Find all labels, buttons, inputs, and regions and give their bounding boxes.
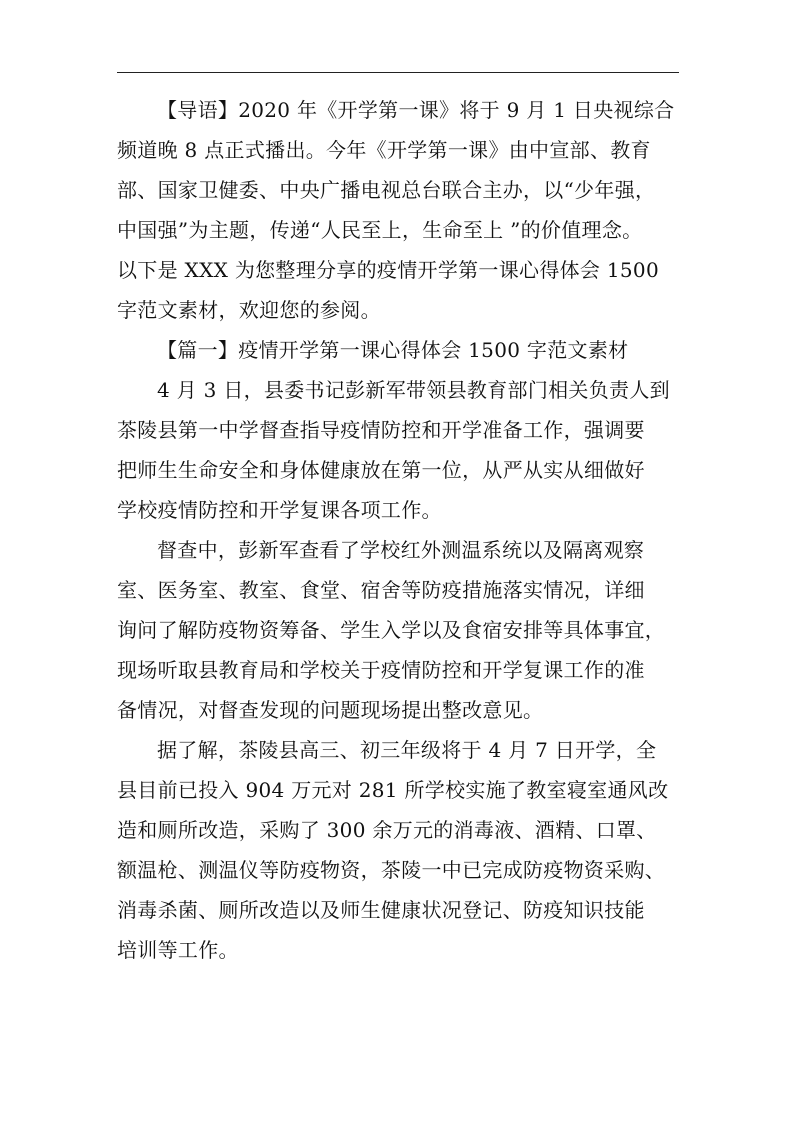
- paragraph-intro: [117, 90, 679, 330]
- text-line: 频道晚 8 点正式播出。今年《开学第一课》由中宣部、教育: [117, 138, 651, 162]
- text-line: 消毒杀菌、厕所改造以及师生健康状况登记、防疫知识技能: [117, 898, 645, 922]
- text-line: 把师生生命安全和身体健康放在第一位，从严从实从细做好: [117, 458, 645, 482]
- section-heading: [117, 330, 679, 370]
- text-line: 县目前已投入 904 万元对 281 所学校实施了教室寝室通风改: [117, 778, 669, 802]
- text-line: 备情况，对督查发现的问题现场提出整改意见。: [117, 698, 544, 722]
- paragraph-inspection-details: [117, 530, 679, 730]
- text-line: 督查中，彭新军查看了学校红外测温系统以及隔离观察: [157, 538, 645, 562]
- section-heading-text: 【篇一】疫情开学第一课心得体会 1500 字范文素材: [157, 338, 629, 362]
- text-line: 额温枪、测温仪等防疫物资，茶陵一中已完成防疫物资采购、: [117, 858, 666, 882]
- text-line: 以下是 XXX 为您整理分享的疫情开学第一课心得体会 1500: [117, 258, 659, 282]
- text-line: 字范文素材，欢迎您的参阅。: [117, 298, 381, 322]
- text-line: 中国强”为主题，传递“人民至上，生命至上 ”的价值理念。: [117, 218, 643, 242]
- text-line: 造和厕所改造，采购了 300 余万元的消毒液、酒精、口罩、: [117, 818, 657, 842]
- text-line: 培训等工作。: [117, 938, 239, 962]
- document-body: [117, 90, 679, 970]
- text-line: 室、医务室、教室、食堂、宿舍等防疫措施落实情况，详细: [117, 578, 645, 602]
- text-line: 据了解，茶陵县高三、初三年级将于 4 月 7 日开学，全: [157, 738, 657, 762]
- text-line: 茶陵县第一中学督查指导疫情防控和开学准备工作，强调要: [117, 418, 645, 442]
- text-line: 询问了解防疫物资筹备、学生入学以及食宿安排等具体事宜，: [117, 618, 666, 642]
- text-line: 4 月 3 日，县委书记彭新军带领县教育部门相关负责人到: [157, 378, 670, 402]
- text-line: 学校疫情防控和开学复课各项工作。: [117, 498, 442, 522]
- text-line: 部、国家卫健委、中央广播电视总台联合主办，以“少年强，: [117, 178, 656, 202]
- text-line: 现场听取县教育局和学校关于疫情防控和开学复课工作的准: [117, 658, 645, 682]
- text-line: 【导语】2020 年《开学第一课》将于 9 月 1 日央视综合: [157, 98, 675, 122]
- header-rule: [117, 72, 679, 73]
- paragraph-inspection-intro: [117, 370, 679, 530]
- paragraph-preparation-status: [117, 730, 679, 970]
